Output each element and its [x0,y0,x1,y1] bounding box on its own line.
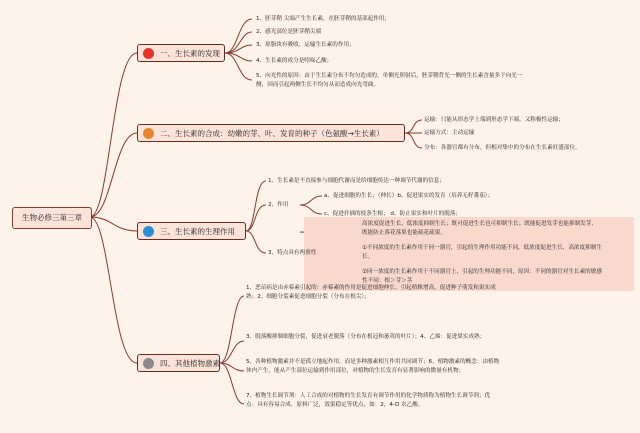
b1-item-1: 1、胚芽鞘 尖端产生生长素，在胚芽鞘的基部起作用； [256,16,390,22]
root-node: 生物必修三第三章 [12,207,92,229]
branch-1-label: 一、生长素的发现 [160,49,220,58]
b3-item-2: 2、作用 [268,202,289,208]
branch-1 [137,44,225,62]
branch-3 [137,222,246,240]
b4-item-1: 1、恶苗病是由赤霉素引起的：赤霉素的作用是促进细胞伸长、引起植株增高，促进种子萌发和果实成熟；2、细胞分裂素促进细胞分裂（分布在根尖）； [246,285,496,300]
b3-item-2a: a、促进细胞的生长；（伸长）b、促进果实的发育（培养无籽番茄）； [324,193,494,199]
b3-item-1: 1、生长素是不直接参与细胞代谢而是给细胞传达一种调节代谢的信息； [268,178,445,184]
b1-item-2: 2、感光部位是胚芽鞘尖端 [256,29,322,35]
circle-orange-icon [143,128,154,139]
b3-item-3: 3、特点具有两重性 [268,250,317,256]
circle-blue-icon [143,226,154,237]
branch-2-label: 二、生长素的合成：幼嫩的芽、叶、发育的种子（色氨酸→生长素） [160,129,384,138]
b1-item-4: 4、生长素的成分是吲哚乙酸； [256,58,333,64]
b4-item-2: 3、脱落酸抑制细胞分裂，促进衰老脱落（分布在根冠和萎蔫的叶片）；4、乙烯：促进果实成熟； [246,334,486,340]
b4-item-3: 5、各种植物激素并不是孤立地起作用，而是多种激素相互作用共同调节；6、植物激素的概念：由植物体内产生，能从产生部位运输到作用部位，对植物的生长发育有显著影响的微量有机物； [246,359,500,374]
circle-grey-icon [143,358,154,369]
branch-4 [137,354,220,372]
b4-item-4: 7、植物生长调节剂：人工合成的对植物的生长发育有调节作用的化学物质称为植物生长调节剂；优点：具有容易合成、原料广泛，效果稳定等优点，如：2，4-D 农乙酸。 [246,393,491,408]
connector-root-b2 [90,133,137,217]
b3-item-3a: 高浓度促进生长、低浓度抑制生长；既可促进生长也可抑制生长；既能促进发芽也能抑制发芽，既能防止落花落果也能疏花疏果。 [362,221,597,236]
b2-item-3: 分布：各器官都有分布，但相对集中的分布在生长素旺盛部位。 [424,145,581,151]
branch-2 [137,124,405,142]
b2-item-2: 运输方式：主动运输 [424,130,475,136]
connector-root-b1 [90,53,137,217]
branch-4-label: 四、其他植物激素 [160,359,220,368]
b1-item-5: 5、向光性的原因：由于生长素分布不均匀造成的，单侧光照射后，胚芽鞘背光一侧的生长素含量多于向光一侧，因而引起两侧生长不均匀从而造成向光弯曲。 [256,73,523,88]
circle-red-icon [143,48,154,59]
b3-item-2b: c、促进扦插的枝条生根； d、防止果实和叶片的脱落； [324,211,462,217]
branch-3-label: 三、生长素的生理作用 [160,227,235,236]
b1-item-3: 3、琼脂块有吸收、运输生长素的作用； [256,42,355,48]
b3-item-3b: ①不同浓度的生长素作用于同一器官，引起的生理作用功能不同，低浓度促进生长，高浓度抑制生长。 [362,245,602,260]
connector-root-b4 [90,217,137,363]
b2-item-1: 运输：只能从形态学上端到形态学下端，又称极性运输； [424,117,564,123]
b3-item-3c: ②同一浓度的生长素作用于不同器官上，引起的生理功能不同，原因：不同的器官对生长素的敏感性不同：根＞芽＞茎 [362,269,602,284]
